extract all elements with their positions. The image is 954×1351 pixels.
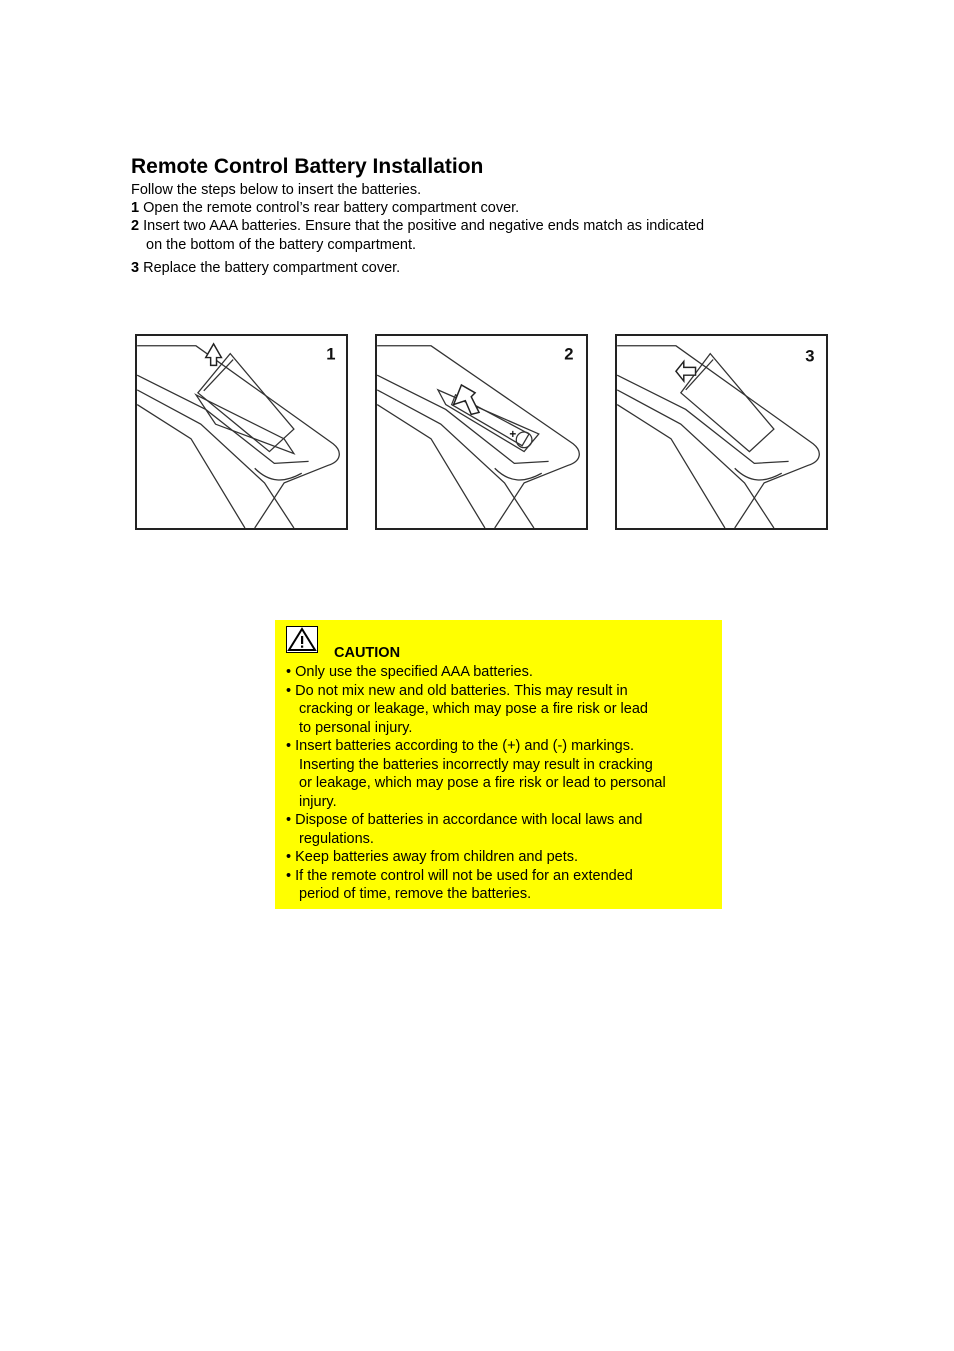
caution-line: • Dispose of batteries in accordance with local laws and xyxy=(286,812,643,828)
figure-label: 1 xyxy=(326,344,336,364)
intro-text: Follow the steps below to insert the batteries. xyxy=(131,182,422,198)
step-number: 2 xyxy=(131,218,140,234)
remote-open-cover-illustration xyxy=(137,336,346,528)
step-3 xyxy=(131,259,400,277)
step-2 xyxy=(131,217,704,235)
caution-line: • Do not mix new and old batteries. This may result in xyxy=(286,682,628,699)
step-text: Replace the battery compartment cover. xyxy=(143,260,401,276)
caution-box xyxy=(275,620,722,909)
step-2-continuation: on the bottom of the battery compartment. xyxy=(146,237,417,253)
figure-label: 2 xyxy=(564,344,574,364)
caution-line: cracking or leakage, which may pose a fire risk or lead xyxy=(299,701,648,717)
caution-line: • Keep batteries away from children and pets. xyxy=(286,849,579,865)
svg-text:+: + xyxy=(509,427,517,441)
step-number: 3 xyxy=(131,260,140,276)
caution-line: • If the remote control will not be used for an extended xyxy=(286,867,633,884)
caution-line: period of time, remove the batteries. xyxy=(299,886,532,902)
step-number: 1 xyxy=(131,200,140,216)
caution-line: to personal injury. xyxy=(299,719,413,736)
caution-line: • Only use the specified AAA batteries. xyxy=(286,664,533,680)
caution-title: CAUTION xyxy=(334,645,401,661)
step-1 xyxy=(131,199,519,217)
figure-1-panel xyxy=(135,334,348,530)
caution-line: Inserting the batteries incorrectly may result in cracking xyxy=(299,756,653,773)
remote-replace-cover-illustration xyxy=(617,336,826,528)
caution-line: • Insert batteries according to the (+) and (-) markings. xyxy=(286,738,634,754)
caution-line: regulations. xyxy=(299,830,374,847)
warning-triangle-icon xyxy=(286,626,318,653)
figure-3-panel xyxy=(615,334,828,530)
step-text: Insert two AAA batteries. Ensure that the positive and negative ends match as indicated xyxy=(143,218,705,234)
step-text: Open the remote control’s rear battery compartment cover. xyxy=(143,200,520,216)
caution-line: or leakage, which may pose a fire risk or lead to personal xyxy=(299,775,666,791)
figure-label: 3 xyxy=(805,346,815,366)
remote-insert-battery-illustration xyxy=(377,336,586,528)
caution-line: injury. xyxy=(299,793,337,810)
page-title: Remote Control Battery Installation xyxy=(131,155,484,178)
figure-2-panel xyxy=(375,334,588,530)
